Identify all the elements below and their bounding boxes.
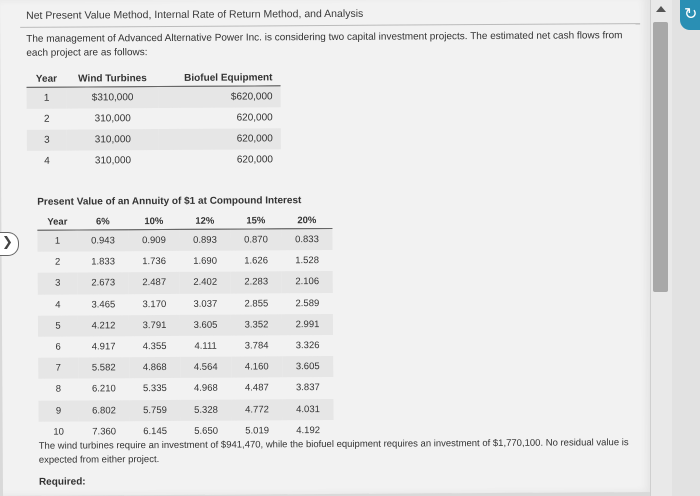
pv-cell-10: 6.145 [143, 425, 168, 437]
pv-cell-year: 3 [38, 273, 78, 294]
pv-cell-15: 3.784 [244, 340, 269, 352]
expander-button[interactable] [0, 232, 19, 256]
pv-cell-12: 3.037 [193, 298, 218, 310]
pv-cell-12: 4.968 [193, 383, 218, 395]
pv-cell-year: 1 [37, 230, 77, 252]
pv-cell-20: 1.528 [295, 255, 320, 267]
header-year: Year [26, 72, 66, 88]
cell-biofuel-equipment: 620,000 [236, 112, 273, 124]
pv-cell-15: 4.160 [231, 356, 282, 377]
pv-cell-6: 7.360 [92, 426, 117, 438]
pv-cell-6: 6.802 [78, 400, 129, 421]
pv-cell-10: 2.487 [129, 272, 180, 293]
pv-cell-year: 6 [55, 341, 61, 353]
cell-biofuel-equipment: 620,000 [159, 128, 281, 150]
header-wind-turbines: Wind Turbines [66, 71, 158, 87]
pv-cell-year: 10 [53, 426, 64, 438]
pv-cell-20: 3.326 [295, 340, 320, 352]
pv-header-row [37, 213, 332, 230]
pv-cell-10: 3.791 [129, 315, 180, 336]
pv-cell-20: 4.192 [296, 424, 321, 436]
pv-cell-12: 0.893 [179, 229, 230, 251]
pv-cell-12: 4.564 [180, 357, 231, 378]
pv-cell-year: 2 [54, 256, 61, 268]
pv-cell-year: 4 [55, 299, 61, 311]
cash-flow-table [26, 70, 281, 172]
pv-cell-12: 1.690 [193, 255, 218, 268]
pv-cell-6: 3.465 [91, 298, 116, 311]
pv-cell-10: 5.335 [142, 383, 167, 395]
pv-header-20: 20% [281, 213, 332, 229]
pv-cell-12: 3.605 [180, 314, 231, 335]
intro-text: The management of Advanced Alternative Power Inc. is considering two capital investment projects. The estimated net cash flows from each project are as follows: [26, 30, 623, 59]
pv-header-year: Year [37, 215, 77, 231]
pv-table-title: Present Value of an Annuity of $1 at Compound Interest [37, 195, 302, 208]
pv-row [38, 250, 333, 273]
pv-cell-20: 2.589 [295, 297, 320, 309]
pv-header-15: 15% [230, 213, 281, 229]
pv-cell-6: 6.210 [91, 383, 116, 395]
vertical-scrollbar[interactable] [650, 0, 673, 496]
cell-biofuel-equipment: $620,000 [159, 86, 281, 108]
pv-cell-15: 4.487 [244, 382, 269, 394]
triangle-up-icon[interactable] [656, 6, 666, 12]
pv-cell-6: 5.582 [78, 357, 129, 378]
cell-wind-turbines: 310,000 [67, 129, 159, 151]
pv-cell-12: 5.650 [194, 425, 219, 437]
pv-cell-6: 1.833 [91, 256, 116, 268]
pv-cell-20: 3.837 [295, 382, 320, 394]
pv-cell-10: 0.909 [128, 229, 179, 251]
pv-cell-6: 4.917 [91, 341, 116, 353]
pv-row [38, 356, 333, 379]
cell-year: 3 [27, 130, 67, 151]
pv-row [38, 314, 333, 337]
pv-cell-20: 0.833 [281, 228, 332, 250]
required-label: Required: [38, 476, 86, 488]
pv-cell-15: 2.283 [231, 272, 282, 293]
title-divider [20, 23, 640, 28]
cash-flow-row [27, 86, 281, 109]
pv-cell-15: 5.019 [245, 425, 270, 437]
chevron-right-icon: ❯ [2, 235, 13, 250]
pv-cell-6: 2.673 [78, 273, 129, 294]
pv-row [38, 335, 333, 358]
pv-cell-20: 2.991 [282, 314, 333, 335]
header-biofuel-equipment: Biofuel Equipment [158, 70, 280, 86]
cell-wind-turbines: 310,000 [94, 113, 131, 125]
pv-cell-15: 4.772 [231, 399, 282, 420]
pv-row [38, 293, 333, 316]
cell-year: 4 [44, 155, 50, 167]
pv-cell-10: 4.355 [142, 341, 167, 353]
side-strip [672, 0, 700, 496]
present-value-table [37, 213, 333, 443]
pv-row [37, 228, 332, 251]
pv-cell-10: 4.868 [129, 357, 180, 378]
pv-header-10: 10% [128, 214, 179, 230]
pv-row [38, 271, 333, 294]
pv-cell-20: 4.031 [282, 398, 333, 419]
pv-cell-year: 9 [38, 400, 78, 421]
pv-cell-15: 2.855 [244, 298, 269, 310]
pv-cell-15: 1.626 [244, 255, 269, 267]
cash-flow-row [27, 107, 281, 130]
refresh-icon[interactable]: ↻ [684, 4, 698, 23]
pv-cell-year: 5 [38, 315, 78, 336]
pv-cell-20: 3.605 [282, 356, 333, 377]
scroll-thumb[interactable] [653, 22, 668, 292]
pv-cell-10: 3.170 [142, 298, 167, 310]
pv-cell-15: 3.352 [231, 314, 282, 335]
pv-cell-6: 4.212 [78, 315, 129, 336]
cash-flow-header-row [26, 70, 280, 87]
page-title: Net Present Value Method, Internal Rate of Return Method, and Analysis [26, 7, 364, 22]
pv-cell-12: 4.111 [194, 340, 217, 352]
pv-cell-10: 1.736 [142, 256, 167, 268]
cell-wind-turbines: 310,000 [94, 155, 132, 167]
cash-flow-row [27, 128, 281, 151]
cell-biofuel-equipment: 620,000 [236, 154, 274, 166]
investment-text: The wind turbines require an investment of $941,470, while the biofuel equipment requires an investment of $1,770,100. No residual value is expected from either project. [38, 437, 629, 466]
pv-cell-20: 2.106 [282, 271, 333, 292]
cell-year: 2 [43, 113, 50, 125]
cell-year: 1 [27, 87, 67, 109]
cell-wind-turbines: $310,000 [67, 87, 159, 109]
pv-cell-year: 8 [55, 384, 62, 396]
pv-row [38, 398, 333, 421]
pv-header-6: 6% [77, 214, 128, 230]
pv-cell-12: 5.328 [180, 399, 231, 420]
pv-cell-10: 5.759 [129, 399, 180, 420]
pv-cell-6: 0.943 [77, 230, 128, 252]
pv-cell-year: 7 [38, 358, 78, 379]
pv-row [38, 377, 333, 400]
pv-header-12: 12% [179, 214, 230, 230]
pv-cell-15: 0.870 [230, 229, 281, 251]
cash-flow-row [27, 149, 281, 172]
pv-cell-12: 2.402 [180, 272, 231, 293]
